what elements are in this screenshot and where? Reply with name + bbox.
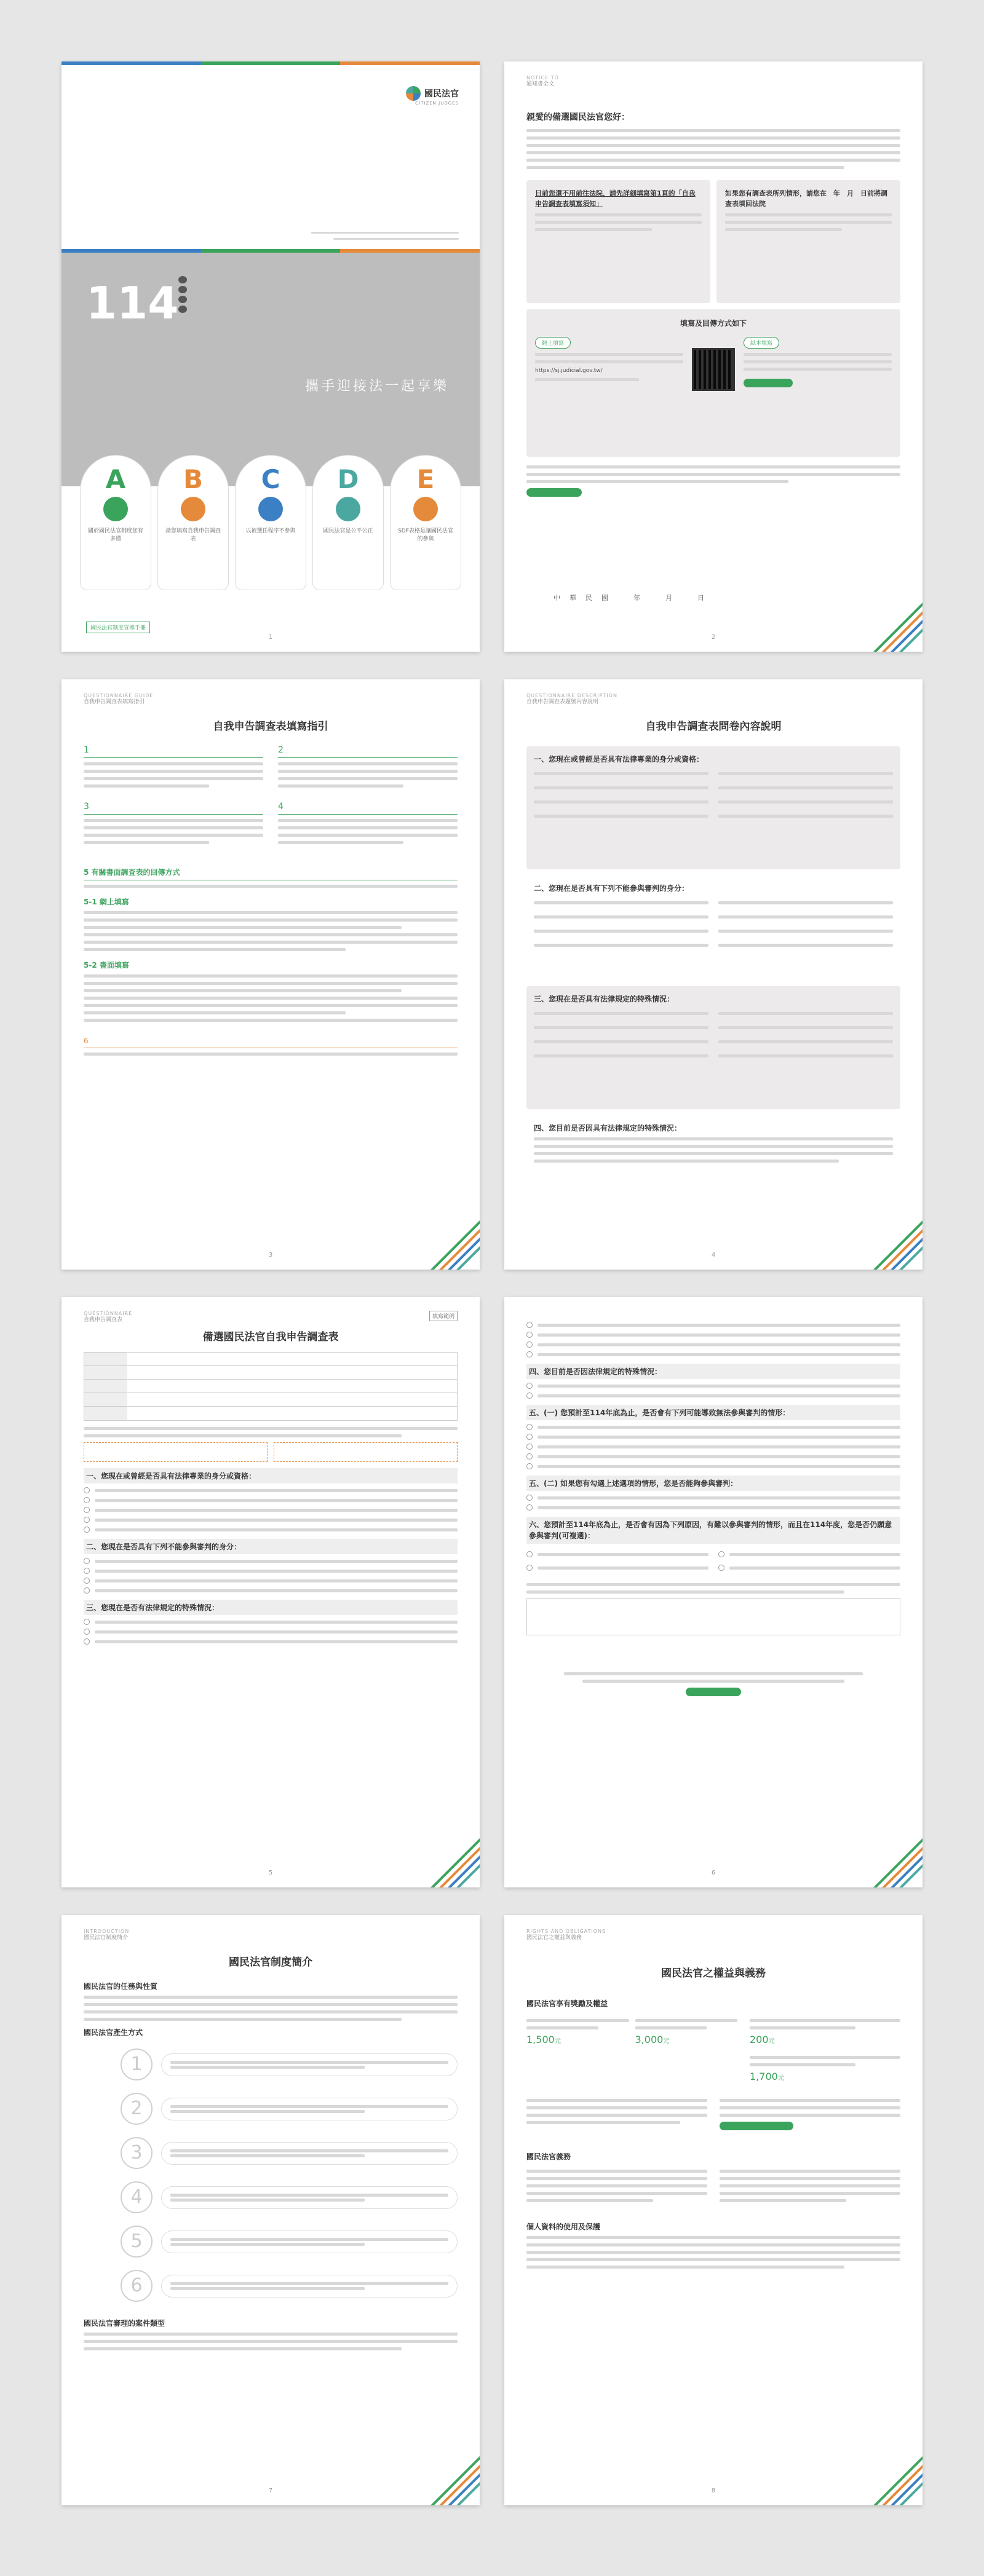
fee-item: 200元 (750, 2015, 900, 2045)
cover-cards (80, 455, 461, 590)
checkbox-row[interactable] (84, 1497, 458, 1503)
section-heading: 個人資料的使用及保護 (526, 2222, 601, 2231)
person-icon (258, 497, 283, 521)
page-title: 國民法官之權益與義務 (661, 1967, 766, 1980)
page-number: 8 (711, 2487, 716, 2494)
step-item: 2 (121, 2087, 458, 2131)
section-5-1: 5-1 網上填寫 (84, 898, 129, 906)
checkbox-row[interactable] (526, 1565, 708, 1571)
checkbox-row[interactable] (526, 1444, 900, 1450)
section-5-2: 5-2 書面填寫 (84, 961, 129, 970)
section-6: 6 (84, 1037, 458, 1048)
page-tag: QUESTIONNAIRE 自我申告調查表 (84, 1311, 133, 1324)
page-number: 3 (268, 1252, 273, 1258)
checkbox-row[interactable] (84, 1487, 458, 1493)
checkbox-row[interactable] (526, 1322, 900, 1328)
cover-intro-lines (311, 227, 459, 244)
closing-text (526, 465, 900, 499)
person-icon (103, 497, 128, 521)
step-item: 6 (121, 2264, 458, 2308)
rights-cols (526, 2095, 900, 2133)
sample-label: 填寫範例 (429, 1311, 458, 1321)
page-title: 備選國民法官自我申告調查表 (202, 1331, 339, 1343)
logo-icon (406, 86, 421, 101)
checkbox-row[interactable] (526, 1495, 900, 1501)
step-item: 3 (121, 2131, 458, 2175)
section-heading: 國民法官義務 (526, 2152, 571, 2161)
checkbox-row[interactable] (526, 1393, 900, 1399)
end-pill (686, 1688, 741, 1696)
checkbox-row[interactable] (526, 1351, 900, 1357)
checkbox-row[interactable] (84, 1558, 458, 1564)
q4-heading: 四、您目前是否因法律規定的特殊情況： (526, 1364, 900, 1379)
date-line: 中 華 民 國 年 月 日 (554, 594, 705, 602)
checkbox-row[interactable] (526, 1434, 900, 1440)
section-heading: 國民法官審理的案件類型 (84, 2319, 165, 2328)
step-item: 5 (121, 2219, 458, 2264)
q2-heading: 二、您現在是否具有下列不能參與審判的身分： (84, 1539, 458, 1554)
corner-stripes (873, 1220, 922, 1270)
submit-pill (744, 379, 793, 387)
guide-item: 3 (84, 802, 263, 848)
checkbox-row[interactable] (526, 1504, 900, 1511)
online-label: 網上填寫 (535, 337, 571, 349)
q2-block: 二、您現在是否具有下列不能參與審判的身分： (526, 869, 900, 986)
fee-item: 3,000元 (635, 2015, 738, 2082)
cover-card: A 關於國民法官制度您有多懂 (80, 455, 151, 590)
checkbox-row[interactable] (84, 1638, 458, 1645)
page-intro (62, 1915, 480, 2505)
page-number: 1 (268, 634, 273, 641)
section-heading: 國民法官的任務與性質 (84, 1982, 158, 1991)
q1-heading: 一、您現在或曾經是否具有法律專業的身分或資格： (84, 1468, 458, 1484)
url-link[interactable]: https://sj.judicial.gov.tw/ (535, 368, 603, 374)
cover-card: D 國民法官是公平公正 (312, 455, 384, 590)
cover-slogan: 攜手迎接法一起享樂 (304, 379, 449, 394)
page-cover (62, 61, 480, 652)
cover-year: 114 (86, 277, 179, 329)
guide-item: 1 (84, 745, 263, 792)
page-title: 自我申告調查表問卷內容說明 (645, 721, 782, 733)
guide-item: 2 (278, 745, 458, 792)
checkbox-row[interactable] (84, 1619, 458, 1625)
checkbox-row[interactable] (718, 1565, 900, 1571)
cover-gray-band (62, 253, 480, 486)
year-dots (178, 276, 187, 331)
court-pill (526, 488, 582, 497)
page-questionnaire-2 (504, 1297, 922, 1887)
info-table (84, 1352, 458, 1421)
page-tag: NOTICE TO 通知書全文 (526, 75, 559, 88)
qr-code-icon[interactable] (692, 348, 735, 391)
rights-pill (720, 2122, 793, 2130)
greeting: 親愛的備選國民法官您好： (526, 113, 630, 122)
page-questionnaire (62, 1297, 480, 1887)
page-number: 6 (711, 1870, 716, 1876)
corner-stripes (430, 1220, 480, 1270)
checkbox-row[interactable] (84, 1568, 458, 1574)
q6-options (526, 1547, 900, 1574)
corner-stripes (873, 603, 922, 652)
page-guide (62, 679, 480, 1270)
fees-block (526, 2015, 900, 2082)
page-description (504, 679, 922, 1270)
step-item: 1 (121, 2042, 458, 2087)
checkbox-row[interactable] (526, 1332, 900, 1338)
page-title: 自我申告調查表填寫指引 (213, 721, 328, 733)
closing-note (526, 1672, 900, 1699)
corner-stripes (873, 1838, 922, 1887)
q3-heading: 三、您現在是否有法律規定的特殊情況： (84, 1600, 458, 1615)
section-5: 5 有關書面調查表的回傳方式 (84, 867, 458, 880)
q3-block: 三、您現在是否具有法律規定的特殊情況： (526, 986, 900, 1109)
checkbox-row[interactable] (526, 1453, 900, 1460)
page-number: 5 (268, 1870, 273, 1876)
duty-cols (526, 2165, 900, 2207)
box-left: 目前您還不用前往法院，請先詳細填寫第1頁的「自我申告調查表填寫須知」 (526, 180, 710, 303)
steps-list (84, 2042, 458, 2308)
choice-row (84, 1442, 458, 1462)
q1-block: 一、您現在或曾經是否具有法律專業的身分或資格： (526, 746, 900, 869)
person-icon (413, 497, 438, 521)
page-number: 4 (711, 1252, 716, 1258)
cover-color-bar (62, 61, 480, 65)
paper-label: 紙本填寫 (744, 337, 779, 349)
corner-stripes (430, 1838, 480, 1887)
person-icon (181, 497, 205, 521)
checkbox-row[interactable] (526, 1383, 900, 1389)
q5-heading: 五、(一) 您預計至114年底為止，是否會有下列可能導致無法參與審判的情形： (526, 1405, 900, 1420)
page-title: 國民法官制度簡介 (229, 1956, 312, 1969)
cover-card: E SDF表格是讓國民法官的參與 (390, 455, 461, 590)
checkbox-row[interactable] (84, 1629, 458, 1635)
checkbox-row[interactable] (718, 1551, 900, 1557)
page-notice (504, 61, 922, 652)
box-right: 如果您有調查表所列情形，請您在 年 月 日前將調查表填回法院 (716, 180, 900, 303)
cover-card: B 請您填寫自我申告調查表 (157, 455, 229, 590)
checkbox-row[interactable] (526, 1341, 900, 1348)
checkbox-row[interactable] (526, 1424, 900, 1430)
step-item: 4 (121, 2175, 458, 2219)
guide-grid (84, 745, 458, 848)
page-rights (504, 1915, 922, 2505)
section-heading: 國民法官享有獎勵及權益 (526, 1999, 608, 2008)
page-tag: QUESTIONNAIRE DESCRIPTION 自我申告調查表題號內容說明 (526, 693, 617, 706)
logo-sub: CITIZEN JUDGES (415, 101, 459, 106)
cover-logo (406, 86, 459, 106)
checkbox-row[interactable] (84, 1517, 458, 1523)
notice-boxes (526, 180, 900, 303)
person-icon (336, 497, 360, 521)
guide-item: 4 (278, 802, 458, 848)
checkbox-row[interactable] (84, 1527, 458, 1533)
page-tag: QUESTIONNAIRE GUIDE 自我申告調查表填寫指引 (84, 693, 154, 706)
checkbox-row[interactable] (84, 1507, 458, 1513)
checkbox-row[interactable] (526, 1551, 708, 1557)
corner-stripes (873, 2456, 922, 2505)
corner-stripes (430, 2456, 480, 2505)
q4-block: 四、您目前是否因具有法律規定的特殊情況： (526, 1109, 900, 1174)
method-box: 填寫及回傳方式如下 網上填寫 https://sj.judicial.gov.tw/ 紙本填寫 (526, 309, 900, 457)
q52-heading: 五、(二) 如果您有勾選上述選項的情形，您是否能夠參與審判： (526, 1476, 900, 1491)
cover-footer: 國民法官制度宣導手冊 (86, 622, 150, 633)
logo-text: 國民法官 (424, 89, 459, 99)
page-number: 7 (268, 2487, 273, 2494)
section-heading: 國民法官產生方式 (84, 2028, 143, 2037)
checkbox-row[interactable] (84, 1587, 458, 1594)
page-number: 2 (711, 634, 716, 641)
checkbox-row[interactable] (84, 1578, 458, 1584)
fee-item: 1,700元 (750, 2052, 900, 2082)
page-tag: INTRODUCTION 國民法官制度簡介 (84, 1929, 130, 1942)
q6-heading: 六、您預計至114年底為止，是否會有因為下列原因，有難以參與審判的情形，而且在114年度，您是否仍願意參與審判(可複選)： (526, 1517, 900, 1544)
greeting-body (526, 129, 900, 169)
fee-item: 1,500元 (526, 2015, 629, 2082)
checkbox-row[interactable] (526, 1463, 900, 1469)
remark-field[interactable] (526, 1598, 900, 1635)
page-tag: RIGHTS AND OBLIGATIONS 國民法官之權益與義務 (526, 1929, 606, 1942)
cover-card: C 以被選任程序不參與 (235, 455, 306, 590)
